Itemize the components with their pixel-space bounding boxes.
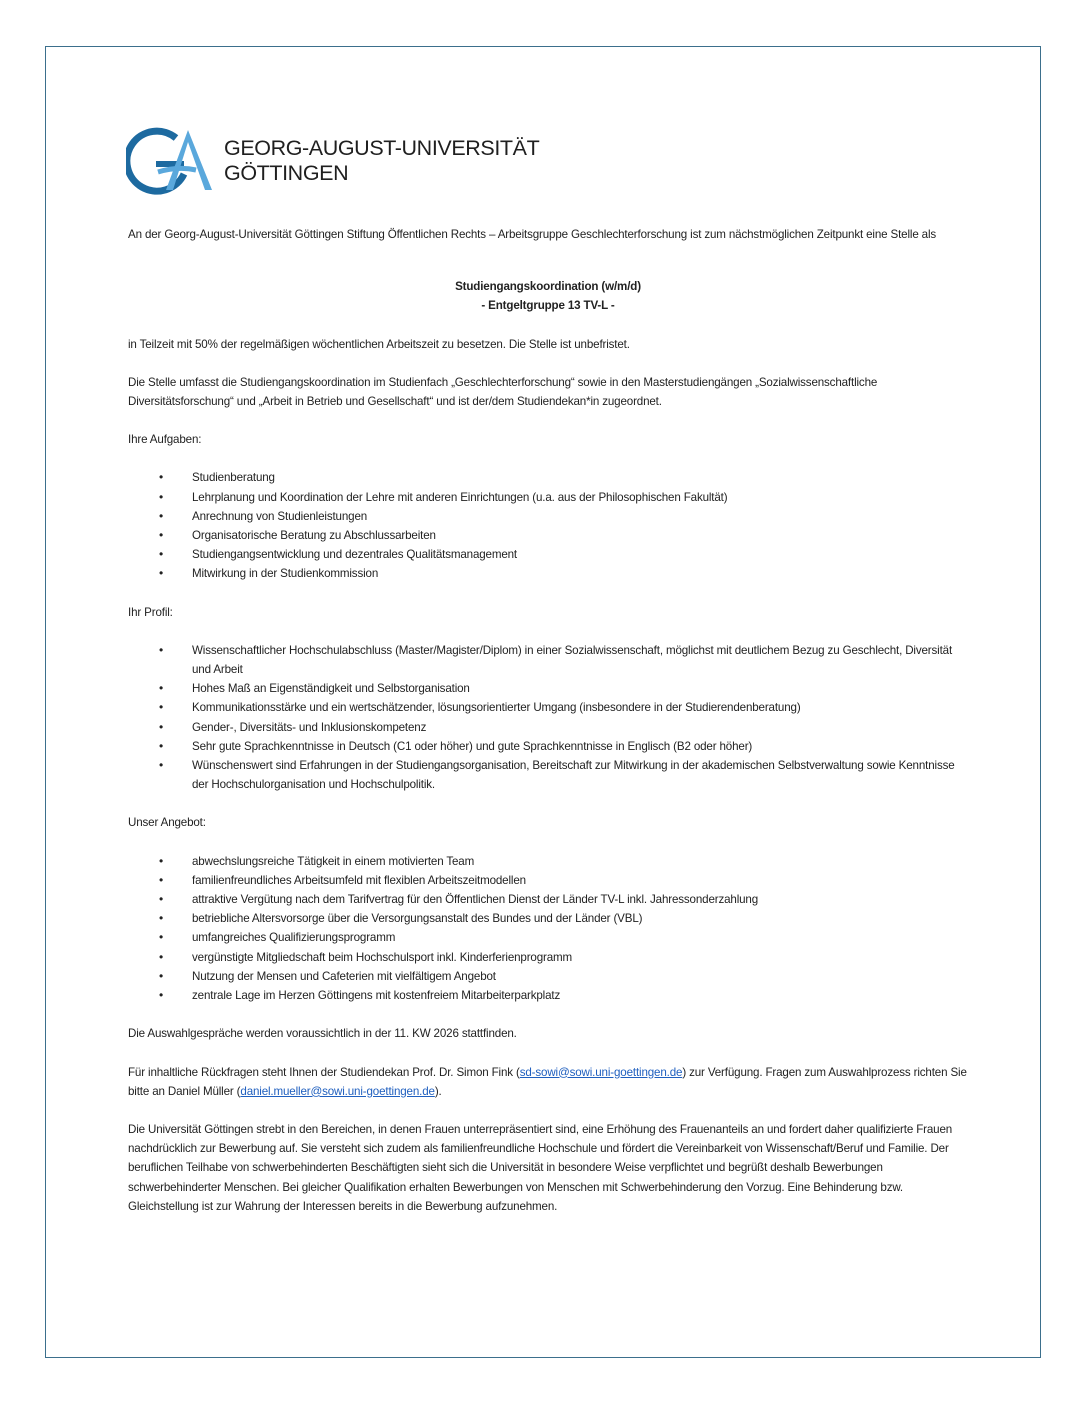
list-item: • betriebliche Altersvorsorge über die Versorgungsanstalt des Bundes und der Länder (VBL) bbox=[128, 909, 968, 928]
list-item: • Nutzung der Mensen und Cafeterien mit vielfältigem Angebot bbox=[128, 967, 968, 986]
list-item: • abwechslungsreiche Tätigkeit in einem motivierten Team bbox=[128, 852, 968, 871]
list-item: • umfangreiches Qualifizierungsprogramm bbox=[128, 928, 968, 947]
list-item: • Studienberatung bbox=[128, 468, 968, 487]
interviews-paragraph: Die Auswahlgespräche werden voraussichtlich in der 11. KW 2026 stattfinden. bbox=[128, 1027, 517, 1041]
list-item: • familienfreundliches Arbeitsumfeld mit flexiblen Arbeitszeitmodellen bbox=[128, 871, 968, 890]
email-link-dean[interactable]: sd-sowi@sowi.uni-goettingen.de bbox=[519, 1065, 683, 1079]
list-item: • zentrale Lage im Herzen Göttingens mit kostenfreiem Mitarbeiterparkplatz bbox=[128, 986, 968, 1005]
description-paragraph: Die Stelle umfasst die Studiengangskoordination im Studienfach „Geschlechterforschung“ sowie in den Masterstudiengängen „Sozialwissenschaftliche Diversitätsforschung“ und „Arbeit in Betrieb und Gesellschaft“ und ist der/dem Studiendekan*in zugeordnet. bbox=[128, 375, 878, 409]
list-item: • Wissenschaftlicher Hochschulabschluss (Master/Magister/Diplom) in einer Sozialwissenschaft, möglichst mit deutlichem Bezug zu Geschlecht, Diversität und Arbeit bbox=[128, 641, 968, 679]
university-logo bbox=[126, 126, 539, 196]
list-item: • attraktive Vergütung nach dem Tarifvertrag für den Öffentlichen Dienst der Länder TV-L inkl. Jahressonderzahlung bbox=[128, 890, 968, 909]
job-posting-body bbox=[128, 225, 968, 1216]
contact-text-1: Für inhaltliche Rückfragen steht Ihnen der Studiendekan Prof. Dr. Simon Fink ( bbox=[128, 1065, 520, 1079]
list-item: • Sehr gute Sprachkenntnisse in Deutsch (C1 oder höher) und gute Sprachkenntnisse in Englisch (B2 oder höher) bbox=[128, 737, 968, 756]
list-item: • Gender-, Diversitäts- und Inklusionskompetenz bbox=[128, 718, 968, 737]
ga-logo-icon bbox=[126, 126, 216, 196]
logo-line-1: GEORG-AUGUST-UNIVERSITÄT bbox=[224, 136, 540, 160]
list-item: • Lehrplanung und Koordination der Lehre mit anderen Einrichtungen (u.a. aus der Philosophischen Fakultät) bbox=[128, 488, 968, 507]
list-item: • Wünschenswert sind Erfahrungen in der Studiengangsorganisation, Bereitschaft zur Mitwirkung in der akademischen Selbstverwaltung sowie Kenntnisse der Hochschulorganisation und Hochschulpolitik. bbox=[128, 756, 968, 794]
contact-text-2: ) zur Verfügung. Fragen zum Auswahlprozess richten Sie bitte an Daniel Müller ( bbox=[128, 1065, 967, 1098]
contact-paragraph bbox=[128, 1063, 968, 1101]
logo-line-2: GÖTTINGEN bbox=[224, 161, 349, 185]
tasks-list bbox=[128, 468, 968, 583]
list-item: • vergünstigte Mitgliedschaft beim Hochschulsport inkl. Kinderferienprogramm bbox=[128, 948, 968, 967]
equality-paragraph: Die Universität Göttingen strebt in den Bereichen, in denen Frauen unterrepräsentiert sind, eine Erhöhung des Frauenanteils an und fordert daher qualifizierte Frauen nachdrücklich zur Bewerbung auf. Sie versteht sich zudem als familienfreundliche Hochschule und fördert die Vereinbarkeit von Wissenschaft/Beruf und Familie. Der beruflichen Teilhabe von schwerbehinderten Beschäftigten sieht sich die Universität in besondere Weise verpflichtet und begrüßt deshalb Bewerbungen schwerbehinderter Menschen. Bei gleicher Qualifikation erhalten Bewerbungen von Menschen mit Schwerbehinderung den Vorzug. Eine Behinderung bzw. Gleichstellung ist zur Wahrung der Interessen bereits in die Bewerbung aufzunehmen. bbox=[128, 1122, 953, 1213]
intro-paragraph: An der Georg-August-Universität Göttingen Stiftung Öffentlichen Rechts – Arbeitsgruppe Geschlechterforschung ist zum nächstmöglichen Zeitpunkt eine Stelle als bbox=[128, 228, 937, 241]
profile-list bbox=[128, 641, 968, 795]
profile-heading: Ihr Profil: bbox=[128, 605, 173, 619]
tasks-heading: Ihre Aufgaben: bbox=[128, 433, 202, 447]
position-title: Studiengangskoordination (w/m/d) bbox=[455, 280, 641, 294]
list-item: • Organisatorische Beratung zu Abschlussarbeiten bbox=[128, 526, 968, 545]
list-item: • Mitwirkung in der Studienkommission bbox=[128, 564, 968, 583]
list-item: • Hohes Maß an Eigenständigkeit und Selbstorganisation bbox=[128, 679, 968, 698]
terms-paragraph: in Teilzeit mit 50% der regelmäßigen wöchentlichen Arbeitszeit zu besetzen. Die Stelle ist unbefristet. bbox=[128, 337, 630, 351]
contact-text-3: ). bbox=[434, 1084, 442, 1098]
email-link-mueller[interactable]: daniel.mueller@sowi.uni-goettingen.de bbox=[240, 1084, 435, 1098]
list-item: • Studiengangsentwicklung und dezentrales Qualitätsmanagement bbox=[128, 545, 968, 564]
pay-grade: - Entgeltgruppe 13 TV-L - bbox=[481, 299, 615, 313]
offer-list bbox=[128, 852, 968, 1006]
offer-heading: Unser Angebot: bbox=[128, 816, 206, 830]
list-item: • Kommunikationsstärke und ein wertschätzender, lösungsorientierter Umgang (insbesondere in der Studierendenberatung) bbox=[128, 698, 968, 717]
list-item: • Anrechnung von Studienleistungen bbox=[128, 507, 968, 526]
